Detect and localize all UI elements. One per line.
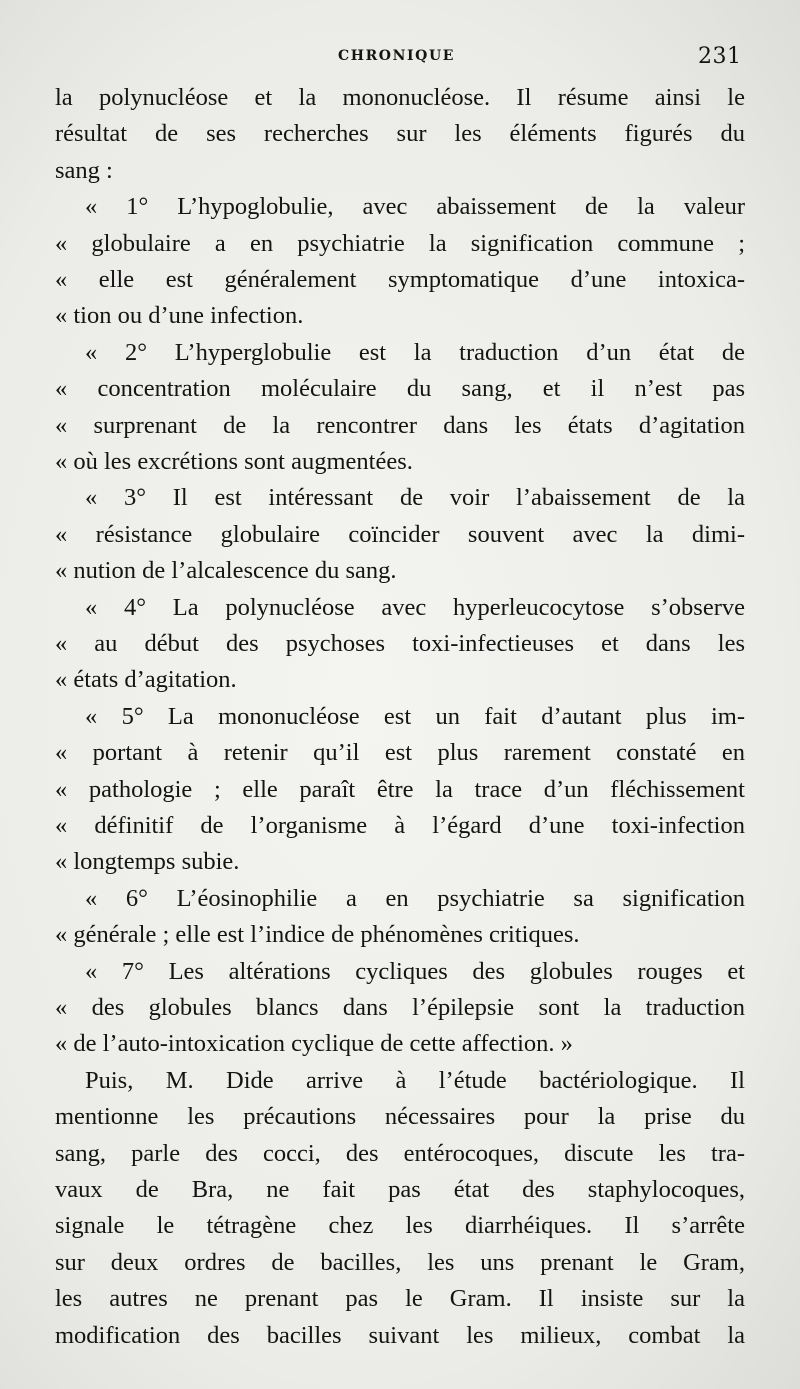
text-line: sur deux ordres de bacilles, les uns prenant le Gram,	[55, 1248, 745, 1276]
text-line: « 1° L’hypoglobulie, avec abaissement de la valeur	[85, 193, 745, 221]
running-head	[0, 44, 800, 80]
text-line: vaux de Bra, ne fait pas état des staphylocoques,	[55, 1176, 745, 1203]
text-line: « longtemps subie.	[55, 848, 240, 876]
text-line: « résistance globulaire coïncider souvent avec la dimi-	[55, 520, 745, 548]
text-line: la polynucléose et la mononucléose. Il résume ainsi le	[55, 84, 745, 111]
text-line: « définitif de l’organisme à l’égard d’une toxi-infection	[55, 812, 745, 839]
page-number: 231	[698, 44, 742, 69]
text-line: signale le tétragène chez les diarrhéiques. Il s’arrête	[55, 1212, 745, 1240]
text-line: mentionne les précautions nécessaires pour la prise du	[55, 1103, 745, 1131]
text-line: « surprenant de la rencontrer dans les états d’agitation	[55, 411, 745, 439]
text-line: Puis, M. Dide arrive à l’étude bactériologique. Il	[85, 1066, 745, 1094]
text-line: « où les excrétions sont augmentées.	[55, 448, 413, 475]
text-line: « états d’agitation.	[55, 666, 237, 694]
text-line: « 6° L’éosinophilie a en psychiatrie sa signification	[85, 884, 745, 912]
text-line: « des globules blancs dans l’épilepsie sont la traduction	[55, 994, 745, 1021]
text-line: « portant à retenir qu’il est plus rarement constaté en	[55, 739, 745, 767]
text-line: modification des bacilles suivant les milieux, combat la	[55, 1321, 745, 1349]
text-line: « 2° L’hyperglobulie est la traduction d’un état de	[85, 338, 745, 366]
text-line: sang, parle des cocci, des entérocoques, discute les tra-	[55, 1139, 745, 1167]
text-line: « 5° La mononucléose est un fait d’autant plus im-	[85, 702, 745, 730]
running-head-title: CHRONIQUE	[338, 48, 456, 64]
text-line: résultat de ses recherches sur les éléments figurés du	[55, 120, 745, 148]
text-line: « elle est généralement symptomatique d’une intoxica-	[55, 266, 745, 293]
text-line: « nution de l’alcalescence du sang.	[55, 557, 397, 585]
text-line: « pathologie ; elle paraît être la trace d’un fléchissement	[55, 775, 745, 803]
text-line: « 4° La polynucléose avec hyperleucocytose s’observe	[85, 593, 745, 621]
text-line: « tion ou d’une infection.	[55, 302, 304, 330]
text-line: « concentration moléculaire du sang, et il n’est pas	[55, 375, 745, 403]
text-line: « générale ; elle est l’indice de phénomènes critiques.	[55, 921, 580, 949]
text-line: « globulaire a en psychiatrie la signification commune ;	[55, 229, 745, 257]
text-line: sang :	[55, 156, 113, 184]
text-line: « au début des psychoses toxi-infectieuses et dans les	[55, 630, 745, 657]
text-line: les autres ne prenant pas le Gram. Il insiste sur la	[55, 1285, 745, 1313]
text-line: « 7° Les altérations cycliques des globules rouges et	[85, 957, 745, 985]
text-line: « 3° Il est intéressant de voir l’abaissement de la	[85, 484, 745, 512]
text-line: « de l’auto-intoxication cyclique de cette affection. »	[55, 1030, 573, 1058]
